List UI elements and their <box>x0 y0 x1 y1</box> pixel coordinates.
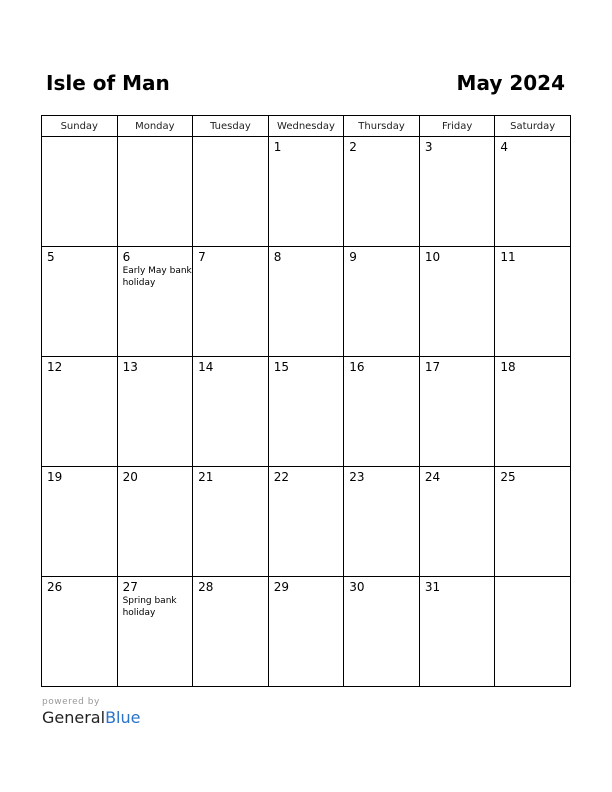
day-cell <box>268 467 344 577</box>
day-number: 19 <box>47 470 63 484</box>
day-cell <box>495 357 571 467</box>
day-number: 3 <box>424 140 433 154</box>
day-number: 7 <box>198 250 206 264</box>
day-cell <box>344 577 420 687</box>
day-number: 23 <box>349 470 365 484</box>
day-cell <box>495 577 571 687</box>
day-number: 2 <box>349 140 357 154</box>
day-number: 1 <box>273 140 282 154</box>
day-cell <box>42 467 118 577</box>
day-cell <box>268 357 344 467</box>
generalblue-logo <box>42 708 140 728</box>
day-number: 24 <box>424 470 441 484</box>
week-row <box>42 247 571 357</box>
week-row <box>42 357 571 467</box>
holiday-label: Early May bank holiday <box>122 266 192 288</box>
day-cell <box>495 467 571 577</box>
day-cell <box>117 577 193 687</box>
holiday-label: Spring bank holiday <box>122 596 177 618</box>
weekday-header: Friday <box>419 116 495 137</box>
day-cell <box>117 357 193 467</box>
day-number: 17 <box>424 360 441 374</box>
day-number: 4 <box>500 140 509 154</box>
day-cell <box>268 137 344 247</box>
day-number: 18 <box>500 360 516 374</box>
calendar-month-title: May 2024 <box>456 71 565 95</box>
day-cell <box>419 577 495 687</box>
day-number: 28 <box>198 580 214 594</box>
day-number: 5 <box>47 250 55 264</box>
day-cell <box>193 467 269 577</box>
weekday-header: Wednesday <box>268 116 344 137</box>
day-number: 13 <box>122 360 138 374</box>
day-number: 31 <box>424 580 441 594</box>
day-cell <box>344 357 420 467</box>
day-number: 14 <box>198 360 214 374</box>
footer <box>42 697 140 728</box>
weekday-header: Tuesday <box>193 116 269 137</box>
week-row <box>42 467 571 577</box>
weekday-header-row <box>42 116 571 137</box>
day-number: 10 <box>424 250 441 264</box>
day-cell <box>268 247 344 357</box>
day-number: 20 <box>122 470 138 484</box>
day-number: 29 <box>273 580 289 594</box>
day-number: 25 <box>500 470 516 484</box>
weekday-header: Sunday <box>42 116 118 137</box>
day-number: 16 <box>349 360 365 374</box>
day-cell <box>42 247 118 357</box>
day-cell <box>268 577 344 687</box>
day-cell <box>42 137 118 247</box>
day-cell <box>117 467 193 577</box>
day-number: 12 <box>47 360 63 374</box>
day-number: 27 <box>122 580 138 594</box>
day-number: 26 <box>47 580 63 594</box>
day-number: 9 <box>349 250 357 264</box>
day-cell <box>117 247 193 357</box>
day-cell <box>193 577 269 687</box>
weekday-header: Thursday <box>344 116 420 137</box>
day-cell <box>495 137 571 247</box>
day-number: 11 <box>500 250 516 264</box>
day-cell <box>419 467 495 577</box>
day-number: 8 <box>273 250 282 264</box>
day-cell <box>117 137 193 247</box>
day-cell <box>419 357 495 467</box>
day-cell <box>193 137 269 247</box>
brand-blue-text: Blue <box>105 708 141 727</box>
day-number: 22 <box>273 470 289 484</box>
day-cell <box>419 247 495 357</box>
day-cell <box>42 577 118 687</box>
day-cell <box>42 357 118 467</box>
calendar-grid <box>41 115 571 687</box>
day-cell <box>193 357 269 467</box>
weekday-header: Saturday <box>495 116 571 137</box>
day-cell <box>344 137 420 247</box>
brand-general-text: General <box>42 708 106 727</box>
day-cell <box>344 467 420 577</box>
powered-by-text: powered by <box>42 697 100 707</box>
day-cell <box>344 247 420 357</box>
day-number: 21 <box>198 470 214 484</box>
day-cell <box>193 247 269 357</box>
weekday-header: Monday <box>117 116 193 137</box>
week-row <box>42 577 571 687</box>
day-cell <box>419 137 495 247</box>
day-number: 6 <box>122 250 131 264</box>
week-row <box>42 137 571 247</box>
day-number: 30 <box>349 580 365 594</box>
day-cell <box>495 247 571 357</box>
calendar-region-title: Isle of Man <box>46 71 170 95</box>
day-number: 15 <box>273 360 289 374</box>
